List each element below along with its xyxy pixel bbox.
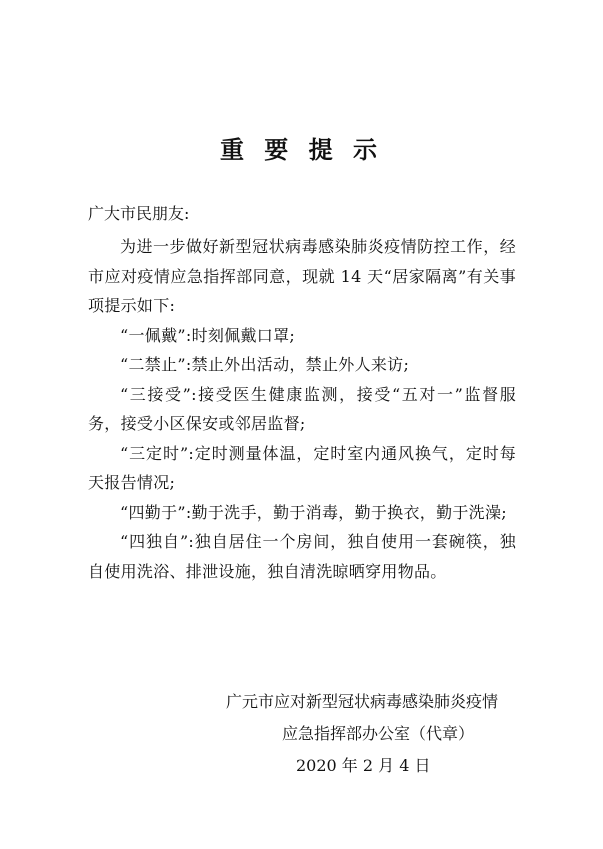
item-text: 禁止外出活动，禁止外人来访;	[191, 355, 410, 374]
item-paragraph-1	[88, 321, 516, 351]
item-heading: “四勤于”:	[120, 502, 192, 522]
item-text: 独自居住一个房间，独自使用一套碗筷，独自使用洗浴、排泄设施，独自清洗晾晒穿用物品。	[88, 532, 516, 581]
document-body	[88, 232, 516, 586]
item-text: 时刻佩戴口罩;	[191, 325, 296, 345]
item-text: 勤于洗手，勤于消毒，勤于换衣，勤于洗澡;	[191, 502, 507, 522]
item-heading: “三接受”:	[120, 384, 197, 404]
salutation: 广大市民朋友:	[88, 204, 190, 223]
item-paragraph-6	[88, 527, 516, 586]
item-heading: “二禁止”:	[120, 355, 192, 374]
signature-date: 2020 年 2 月 4 日	[296, 756, 431, 775]
item-paragraph-5	[88, 498, 516, 528]
item-text: 接受医生健康监测，接受“五对一”监督服务，接受小区保安或邻居监督;	[88, 384, 516, 433]
item-heading: “三定时”:	[120, 443, 195, 463]
signature-organization: 广元市应对新型冠状病毒感染肺炎疫情	[226, 692, 499, 711]
item-heading: “一佩戴”:	[120, 325, 192, 345]
item-paragraph-4	[88, 439, 516, 498]
item-paragraph-2	[88, 350, 516, 380]
item-text: 定时测量体温，定时室内通风换气，定时每天报告情况;	[88, 443, 516, 492]
intro-paragraph: 为进一步做好新型冠状病毒感染肺炎疫情防控工作，经市应对疫情应急指挥部同意，现就 14 天“居家隔离”有关事项提示如下:	[88, 237, 516, 315]
signature-office: 应急指挥部办公室（代章）	[282, 724, 475, 743]
item-paragraph-3	[88, 380, 516, 439]
document-title: 重 要 提 示	[219, 135, 384, 164]
item-heading: “四独自”:	[120, 532, 195, 551]
